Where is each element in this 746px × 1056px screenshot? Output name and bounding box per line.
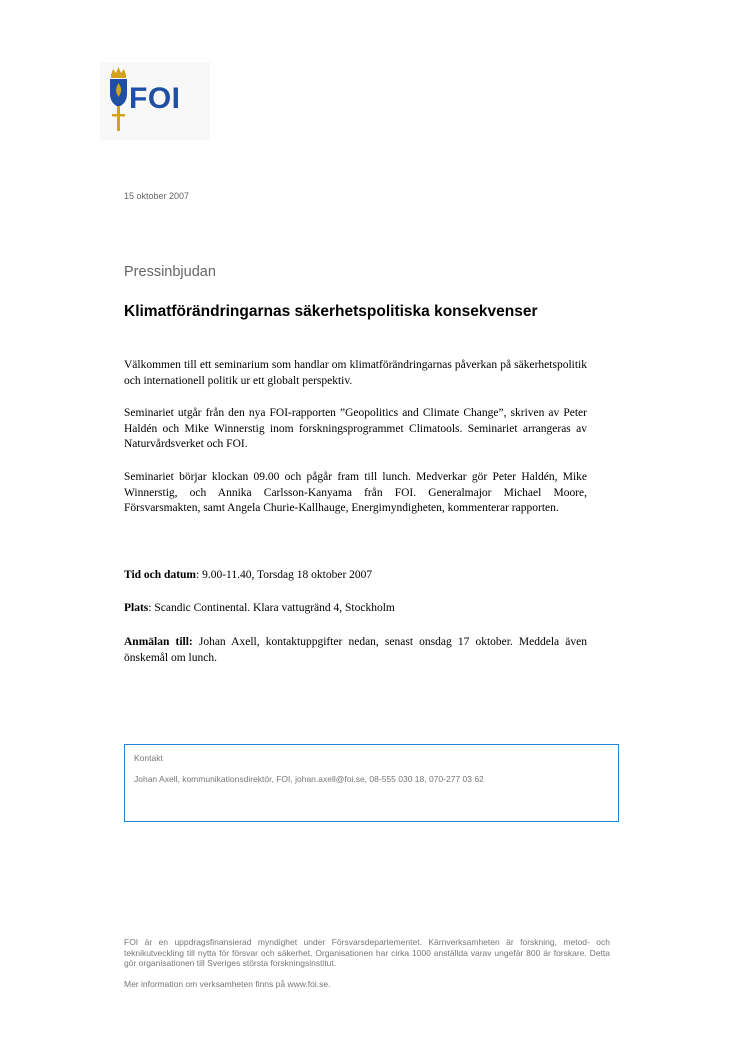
document-date: 15 oktober 2007 [124, 191, 190, 201]
paragraph-text: Seminariet börjar klockan 09.00 och pågår fram till lunch. Medverkar gör Peter Haldén, Mike Winnerstig, och Annika Carlsson-Kanyama från FOI. Generalmajor Michael Moore, Försvarsmakten, samt Angela Churie-Kallhauge, Energimyndigheten, kommenterar rapporten. [124, 471, 587, 514]
foi-logo [100, 62, 210, 140]
time-label: Tid och datum [124, 569, 197, 581]
contact-box [124, 744, 619, 822]
paragraph-text: Seminariet utgår från den nya FOI-rapporten ”Geopolitics and Climate Change”, skriven av Peter Haldén och Mike Winnerstig inom forskningsprogrammet Climatools. Seminariet arrangeras av Naturvårdsverket och FOI. [124, 407, 587, 450]
document-type: Pressinbjudan [124, 264, 216, 280]
footer-more-info: Mer information om verksamheten finns på www.foi.se. [124, 979, 331, 989]
contact-details: Johan Axell, kommunikationsdirektör, FOI, johan.axell@foi.se, 08-555 030 18, 070-277 03 62 [134, 774, 484, 784]
logo-text: FOI [129, 82, 181, 115]
place-label: Plats [124, 602, 149, 614]
program-paragraph [124, 470, 587, 517]
time-value: : 9.00-11.40, Torsdag 18 oktober 2007 [196, 569, 373, 581]
time-and-date [124, 568, 587, 584]
document-title: Klimatförändringarnas säkerhetspolitiska konsekvenser [124, 303, 538, 320]
registration-label: Anmälan till: [124, 636, 193, 648]
place-value: : Scandic Continental. Klara vattugränd 4, Stockholm [148, 602, 395, 614]
footer-about: FOI är en uppdragsfinansierad myndighet under Försvarsdepartementet. Kärnverksamheten är forskning, metod- och teknikutveckling till nytta för försvar och säkerhet. Organisationen har cirka 1000 anställda varav ungefär 800 är forskare. Detta gör organisationen till Sveriges största forskningsinstitut. [124, 937, 610, 968]
place [124, 601, 587, 617]
report-paragraph [124, 406, 587, 453]
registration [124, 635, 587, 666]
intro-paragraph [124, 358, 587, 389]
registration-value: Johan Axell, kontaktuppgifter nedan, senast onsdag 17 oktober. Meddela även önskemål om lunch. [124, 636, 587, 664]
paragraph-text: Välkommen till ett seminarium som handlar om klimatförändringarnas påverkan på säkerhetspolitik och internationell politik ur ett globalt perspektiv. [124, 359, 587, 387]
contact-label: Kontakt [134, 753, 163, 763]
